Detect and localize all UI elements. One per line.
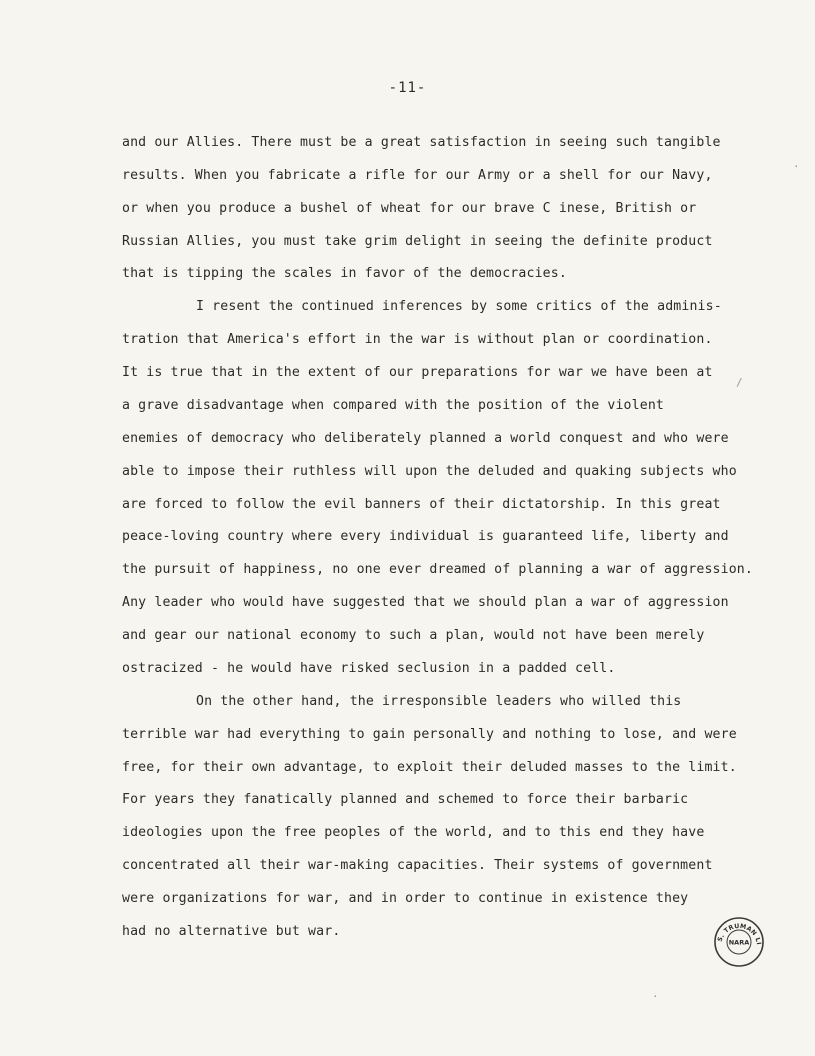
stray-mark: / [736, 376, 743, 389]
text-line: free, for their own advantage, to exploit their deluded masses to the limit. [122, 760, 737, 775]
text-line: On the other hand, the irresponsible leaders who willed this [196, 694, 682, 709]
text-line: had no alternative but war. [122, 924, 341, 939]
text-line: able to impose their ruthless will upon the deluded and quaking subjects who [122, 464, 737, 479]
text-line: and gear our national economy to such a plan, would not have been merely [122, 628, 705, 643]
text-line: or when you produce a bushel of wheat for our brave C inese, British or [122, 201, 697, 216]
stray-mark: · [652, 990, 659, 1003]
stray-mark: · [793, 160, 800, 173]
library-stamp [713, 916, 765, 968]
text-line: are forced to follow the evil banners of their dictatorship. In this great [122, 497, 721, 512]
text-line: terrible war had everything to gain personally and nothing to lose, and were [122, 727, 737, 742]
text-line: Russian Allies, you must take grim delight in seeing the definite product [122, 234, 713, 249]
text-line: ideologies upon the free peoples of the world, and to this end they have [122, 825, 705, 840]
text-line: I resent the continued inferences by some critics of the adminis- [196, 299, 722, 314]
text-line: and our Allies. There must be a great satisfaction in seeing such tangible [122, 135, 721, 150]
text-line: For years they fanatically planned and schemed to force their barbaric [122, 792, 689, 807]
text-line: peace-loving country where every individual is guaranteed life, liberty and [122, 529, 729, 544]
page-number: -11- [388, 80, 427, 96]
text-line: Any leader who would have suggested that we should plan a war of aggression [122, 595, 729, 610]
text-line: were organizations for war, and in order to continue in existence they [122, 891, 689, 906]
text-line: It is true that in the extent of our preparations for war we have been at [122, 365, 713, 380]
text-line: tration that America's effort in the war is without plan or coordination. [122, 332, 713, 347]
text-line: results. When you fabricate a rifle for our Army or a shell for our Navy, [122, 168, 713, 183]
text-line: a grave disadvantage when compared with the position of the violent [122, 398, 664, 413]
stamp-seal-icon [713, 916, 765, 968]
text-line: the pursuit of happiness, no one ever dreamed of planning a war of aggression. [122, 562, 753, 577]
text-line: ostracized - he would have risked seclusion in a padded cell. [122, 661, 616, 676]
text-line: that is tipping the scales in favor of the democracies. [122, 266, 567, 281]
text-line: concentrated all their war-making capacities. Their systems of government [122, 858, 713, 873]
stamp-top-text: S. TRUMAN LI [716, 922, 762, 946]
text-line: enemies of democracy who deliberately planned a world conquest and who were [122, 431, 729, 446]
stamp-center-text: NARA [728, 938, 750, 947]
